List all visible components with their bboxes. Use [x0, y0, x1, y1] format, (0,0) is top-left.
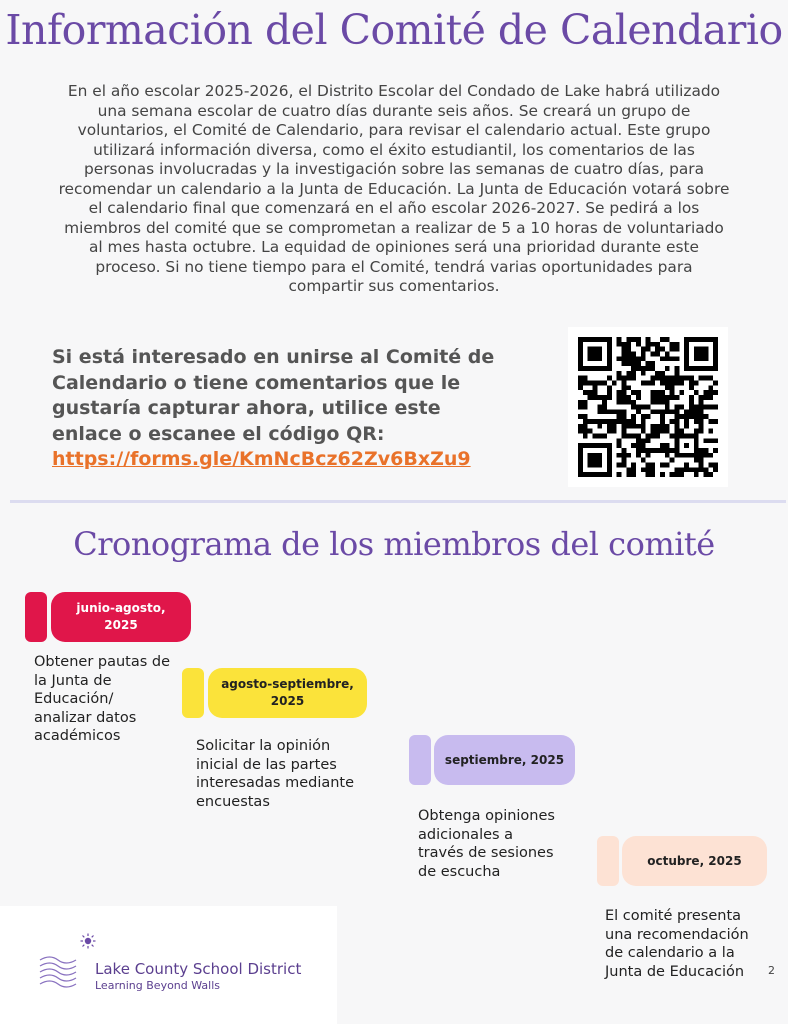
timeline-tab-4 [597, 836, 619, 886]
timeline-date-3 [434, 735, 575, 785]
lake-waves-icon [38, 950, 78, 990]
timeline-tab-1 [25, 592, 47, 642]
district-tagline: Learning Beyond Walls [95, 979, 221, 992]
page-title: Información del Comité de Calendario [5, 6, 783, 54]
timeline-tab-3 [409, 735, 431, 785]
section-divider [10, 500, 786, 503]
timeline-desc-3: Obtenga opiniones adicionales a través de sesiones de escucha [418, 808, 555, 880]
timeline-date-4-text: octubre, 2025 [647, 853, 742, 868]
cta-text: Si está interesado en unirse al Comité de Calendario o tiene comentarios que le gustaría capturar ahora, utilice este enlace o escanee el código QR: [52, 346, 495, 445]
timeline-tab-2 [182, 668, 204, 718]
timeline-desc-1: Obtener pautas de la Junta de Educación/ analizar datos académicos [34, 654, 171, 744]
timeline-date-1 [51, 592, 191, 642]
cta-block [52, 345, 512, 473]
intro-paragraph: En el año escolar 2025-2026, el Distrito Escolar del Condado de Lake habrá utilizado una semana escolar de cuatro días durante seis años. Se creará un grupo de voluntarios, el Comité de Calendario, para revisar el calendario actual. Este grupo utilizará información diversa, como el éxito estudiantil, los comentarios de las personas involucradas y la investigación sobre las semanas de cuatro días, para recomendar un calendario a la Junta de Educación. La Junta de Educación votará sobre el calendario final que comenzará en el año escolar 2026-2027. Se pedirá a los miembros del comité que se comprometan a realizar de 5 a 10 horas de voluntariado al mes hasta octubre. La equidad de opiniones será una prioridad durante este proceso. Si no tiene tiempo para el Comité, tendrá varias oportunidades para compartir sus comentarios. [58, 82, 730, 295]
page-number: 2 [768, 964, 775, 977]
timeline-date-2-text: agosto-septiembre, 2025 [221, 677, 354, 708]
district-name: Lake County School District [95, 960, 302, 978]
timeline-date-2 [208, 668, 367, 718]
timeline-desc-2: Solicitar la opinión inicial de las partes interesadas mediante encuestas [196, 738, 355, 810]
qr-code-image [578, 337, 718, 477]
form-link[interactable]: https://forms.gle/KmNcBcz62Zv6BxZu9 [52, 448, 471, 470]
timeline-date-3-text: septiembre, 2025 [444, 752, 565, 767]
qr-code[interactable] [568, 327, 728, 487]
sun-icon [80, 933, 96, 949]
timeline-date-4 [622, 836, 767, 886]
timeline-title: Cronograma de los miembros del comité [73, 525, 715, 563]
timeline-date-1-text: junio-agosto, 2025 [76, 601, 166, 632]
timeline-desc-4: El comité presenta una recomendación de calendario a la Junta de Educación [605, 908, 749, 980]
